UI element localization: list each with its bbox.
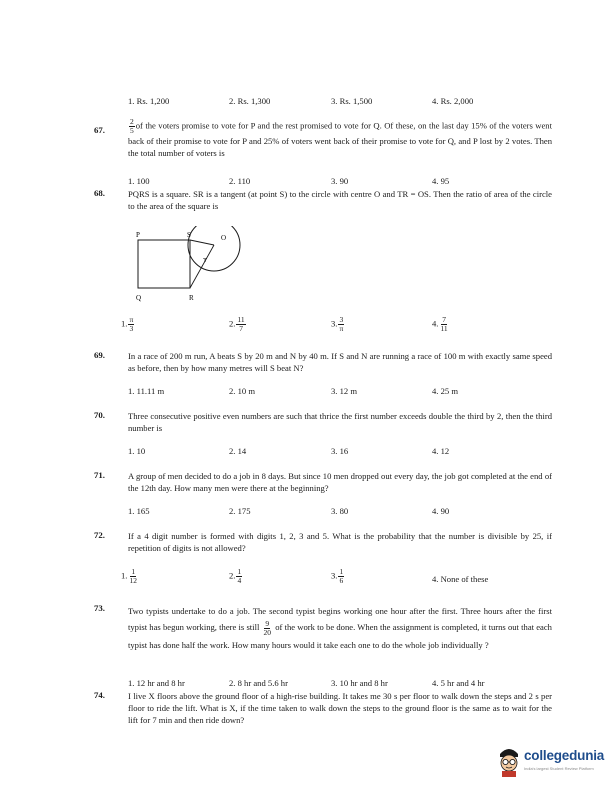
q73-option-2: 2. 8 hr and 5.6 hr <box>229 678 288 688</box>
q73-option-4: 4. 5 hr and 4 hr <box>432 678 485 688</box>
q69-option-3: 3. 12 m <box>331 386 358 396</box>
question-number: 73. <box>94 603 105 613</box>
q66-option-3: 3. Rs. 1,500 <box>331 96 373 106</box>
q70-option-4: 4. 12 <box>432 446 450 456</box>
question-text-74: I live X floors above the ground floor of a high-rise building. It takes me 30 s per floor to walk down the steps and 2 s per floor to ride the lift. What is X, if the time taken to walk down the steps to the ground floor is the same as to wait for the lift for 7 min and then ride down? <box>128 691 552 725</box>
q72-option-2: 2. $\frac{1}{4}$ <box>229 567 242 585</box>
question-text-73: Two typists undertake to do a job. The second typist begins working one hour after the first. Three hours after the first typist has begun working, there is still $\frac{9}{20}$ of the work to be done. When the assignment is completed, it turns out that each typist has done half the work. How many hours would it take each one to do the whole job individually ? <box>128 606 552 650</box>
label-t: T <box>203 257 207 264</box>
collegedunia-logo <box>496 744 606 784</box>
q73-option-3: 3. 10 hr and 8 hr <box>331 678 388 688</box>
q72-option-3: 3. $\frac{1}{6}$ <box>331 567 344 585</box>
circle-o <box>188 226 240 271</box>
question-text-69: In a race of 200 m run, A beats S by 20 m and N by 40 m. If S and N are running a race of 100 m with exactly same speed as before, then by how many metres will S beat N? <box>128 351 552 373</box>
q71-option-1: 1. 165 <box>128 506 150 516</box>
logo-tagline: India's largest Student Review Platform <box>524 766 594 771</box>
question-number: 67. <box>94 125 105 135</box>
question-text-68: PQRS is a square. SR is a tangent (at point S) to the circle with centre O and TR = OS. Then the ratio of area of the circle to the area of the square is <box>128 189 552 211</box>
q72-option-4: 4. None of these <box>432 574 489 584</box>
q69-option-1: 1. 11.11 m <box>128 386 165 396</box>
question-number: 68. <box>94 188 105 198</box>
mascot-icon <box>496 744 522 778</box>
question-number: 71. <box>94 470 105 480</box>
q66-option-1: 1. Rs. 1,200 <box>128 96 170 106</box>
label-o: O <box>221 234 227 242</box>
fraction: $\frac{9}{20}$ <box>263 618 272 637</box>
question-text-70: Three consecutive positive even numbers are such that thrice the first number exceeds double the third by 2, then the third number is <box>128 411 552 433</box>
logo-wordmark: collegedunia <box>524 748 605 763</box>
q68-option-2: 2. $\frac{11}{7}$ <box>229 315 245 333</box>
q70-option-2: 2. 14 <box>229 446 247 456</box>
q67-option-2: 2. 110 <box>229 176 251 186</box>
question-number: 69. <box>94 350 105 360</box>
q67-option-3: 3. 90 <box>331 176 349 186</box>
label-r: R <box>189 294 194 302</box>
q66-option-4: 4. Rs. 2,000 <box>432 96 474 106</box>
square-pqrs <box>138 240 190 288</box>
question-number: 72. <box>94 530 105 540</box>
q70-option-1: 1. 10 <box>128 446 146 456</box>
question-text-71: A group of men decided to do a job in 8 days. But since 10 men dropped out every day, the job got completed at the end of the 12th day. How many men were there at the beginning? <box>128 471 552 493</box>
q69-option-2: 2. 10 m <box>229 386 256 396</box>
label-q: Q <box>136 294 142 302</box>
geometry-diagram <box>128 226 258 306</box>
q71-option-2: 2. 175 <box>229 506 251 516</box>
fraction: $\frac{2}{5}$ <box>130 117 134 135</box>
label-p: P <box>136 231 140 239</box>
q68-option-4: 4. $\frac{7}{11}$ <box>432 315 448 333</box>
question-number: 74. <box>94 690 105 700</box>
q66-option-2: 2. Rs. 1,300 <box>229 96 271 106</box>
q70-option-3: 3. 16 <box>331 446 349 456</box>
q68-option-1: 1. $\frac{\pi}{3}$ <box>121 315 134 333</box>
radius-os <box>190 240 214 245</box>
question-text-72: If a 4 digit number is formed with digits 1, 2, 3 and 5. What is the probability that the number is divisible by 25, if repetition of digits is not allowed? <box>128 531 552 553</box>
question-text-67: $\frac{2}{5}$ of the voters promise to vote for P and the rest promised to vote for Q. Of these, on the last day 15% of the voters went back of their promise to vote for P and 25% of voters went back of their promise to vote for Q, and P lost by 2 votes. Then the total number of voters is <box>128 117 552 158</box>
label-s: S <box>187 231 191 239</box>
question-number: 70. <box>94 410 105 420</box>
q73-option-1: 1. 12 hr and 8 hr <box>128 678 185 688</box>
q71-option-4: 4. 90 <box>432 506 450 516</box>
line-ro <box>190 245 214 288</box>
q67-option-4: 4. 95 <box>432 176 450 186</box>
q67-option-1: 1. 100 <box>128 176 150 186</box>
q72-option-1: 1. $\frac{1}{12}$ <box>121 567 137 585</box>
q69-option-4: 4. 25 m <box>432 386 459 396</box>
q71-option-3: 3. 80 <box>331 506 349 516</box>
q68-option-3: 3. $\frac{3}{\pi}$ <box>331 315 344 333</box>
